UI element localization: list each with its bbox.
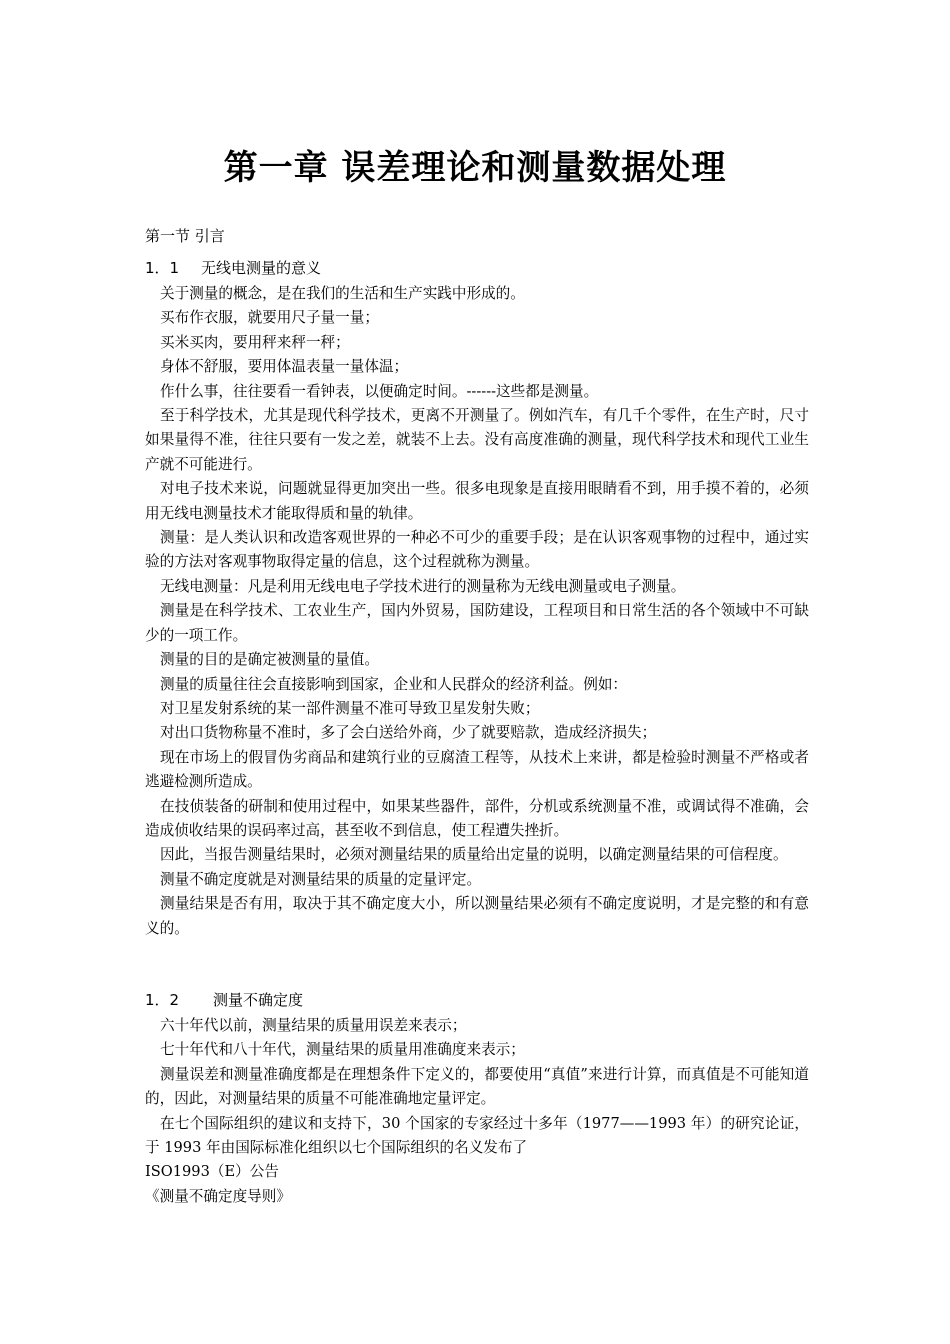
paragraph: 关于测量的概念，是在我们的生活和生产实践中形成的。 — [160, 285, 525, 302]
subsection-heading-1-1 — [145, 258, 321, 278]
paragraph: 六十年代以前，测量结果的质量用误差来表示； — [160, 1017, 467, 1034]
paragraph: 测量是在科学技术、工农业生产，国内外贸易，国防建设，工程项目和日常生活的各个领域中不可缺少的一项工作。 — [145, 602, 809, 644]
subsection-number: 1．1 — [145, 259, 180, 277]
paragraph: 测量：是人类认识和改造客观世界的一种必不可少的重要手段；是在认识客观事物的过程中，通过实验的方法对客观事物取得定量的信息，这个过程就称为测量。 — [145, 529, 809, 571]
paragraph: 对卫星发射系统的某一部件测量不准可导致卫星发射失败； — [160, 699, 540, 717]
paragraph: 身体不舒服，要用体温表量一量体温； — [160, 358, 409, 376]
section-1-2-body — [145, 1014, 809, 1209]
subsection-heading-1-2 — [145, 990, 303, 1010]
paragraph: 《测量不确定度导则》 — [145, 1187, 291, 1205]
paragraph: 至于科学技术，尤其是现代科学技术，更离不开测量了。例如汽车，有几千个零件，在生产时，尺寸如果量得不准，往往只要有一发之差，就装不上去。没有高度准确的测量，现代科学技术和现代工业生产就不可能进行。 — [145, 407, 809, 473]
paragraph: 在七个国际组织的建议和支持下，30 个国家的专家经过十多年（1977——1993 年）的研究论证，于 1993 年由国际标准化组织以七个国际组织的名义发布了 — [145, 1114, 809, 1157]
paragraph: 测量误差和测量准确度都是在理想条件下定义的，都要使用“真值”来进行计算，而真值是不可能知道的，因此，对测量结果的质量不可能准确地定量评定。 — [145, 1065, 809, 1108]
paragraph: 在技侦装备的研制和使用过程中，如果某些器件，部件，分机或系统测量不准，或调试得不准确，会造成侦收结果的误码率过高，甚至收不到信息，使工程遭失挫折。 — [145, 797, 809, 839]
subsection-number: 1．2 — [145, 991, 180, 1009]
paragraph: 对电子技术来说，问题就显得更加突出一些。很多电现象是直接用眼睛看不到，用手摸不着的，必须用无线电测量技术才能取得质和量的轨律。 — [145, 480, 809, 522]
paragraph: 因此，当报告测量结果时，必须对测量结果的质量给出定量的说明，以确定测量结果的可信程度。 — [160, 846, 788, 864]
paragraph: 测量不确定度就是对测量结果的质量的定量评定。 — [160, 870, 482, 888]
paragraph: 现在市场上的假冒伪劣商品和建筑行业的豆腐渣工程等，从技术上来讲，都是检验时测量不严格或者逃避检测所造成。 — [145, 748, 809, 791]
subsection-title: 无线电测量的意义 — [201, 259, 322, 277]
paragraph: ISO1993（E）公告 — [145, 1163, 279, 1181]
paragraph: 测量的质量往往会直接影响到国家，企业和人民群众的经济利益。例如： — [160, 675, 628, 693]
section-1-1-body — [145, 282, 809, 941]
subsection-title: 测量不确定度 — [213, 991, 304, 1009]
paragraph: 无线电测量：凡是利用无线电电子学技术进行的测量称为无线电测量或电子测量。 — [160, 577, 686, 595]
chapter-title: 第一章 误差理论和测量数据处理 — [223, 148, 727, 188]
paragraph: 测量结果是否有用，取决于其不确定度大小，所以测量结果必须有不确定度说明，才是完整的和有意义的。 — [145, 895, 809, 937]
paragraph: 买米买肉，要用秤来秤一秤； — [160, 333, 350, 351]
paragraph: 买布作衣服，就要用尺子量一量； — [160, 309, 379, 327]
paragraph: 测量的目的是确定被测量的量值。 — [160, 651, 379, 669]
paragraph: 对出口货物称量不准时，多了会白送给外商，少了就要赔款，造成经济损失； — [160, 724, 657, 742]
paragraph: 七十年代和八十年代，测量结果的质量用准确度来表示； — [160, 1041, 525, 1059]
section-title: 第一节 引言 — [145, 227, 225, 245]
paragraph: 作什么事，往往要看一看钟表，以便确定时间。------这些都是测量。 — [160, 382, 599, 400]
